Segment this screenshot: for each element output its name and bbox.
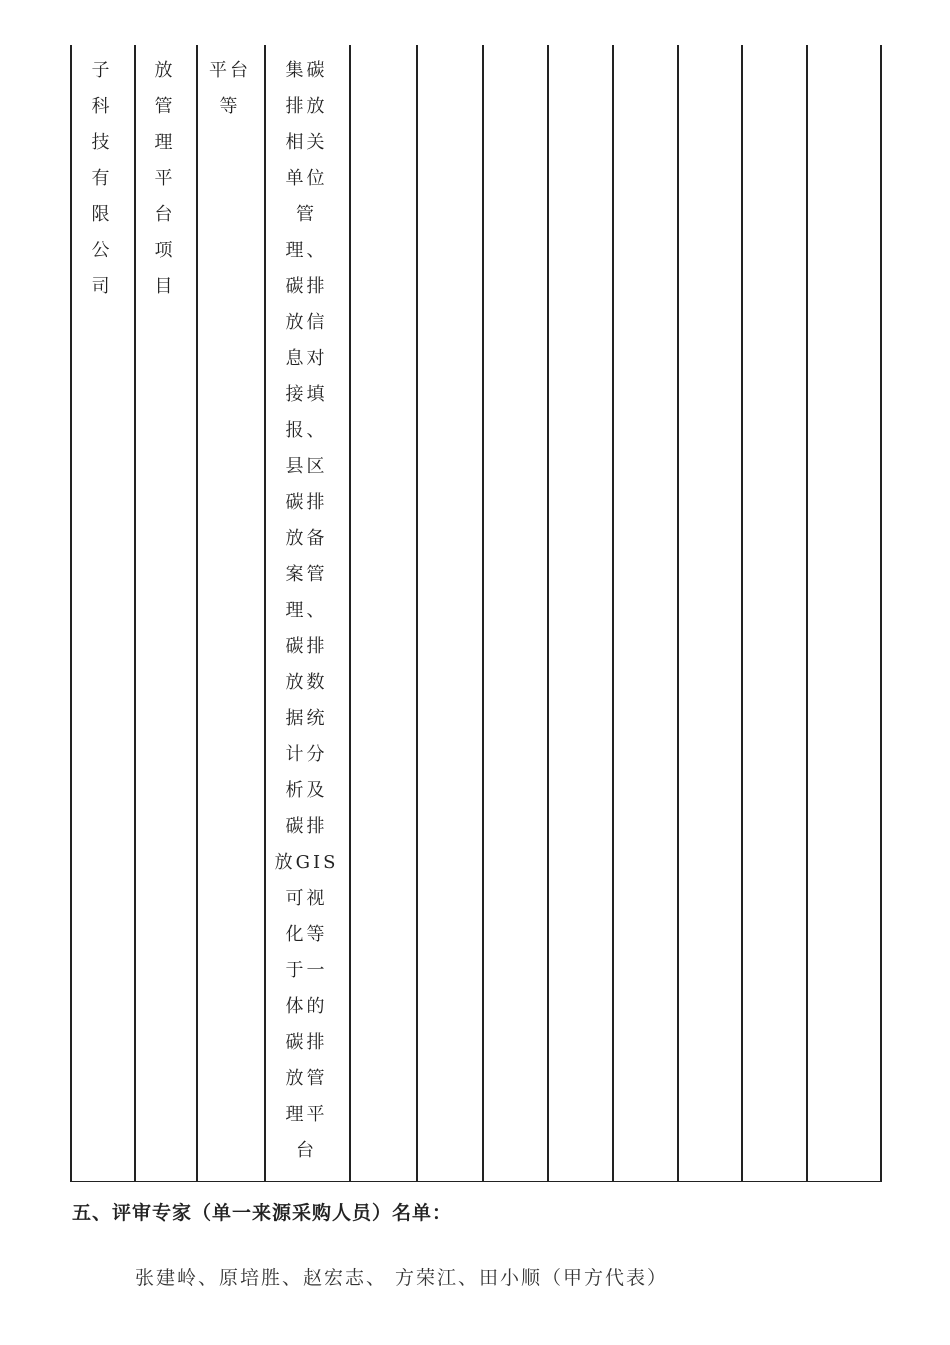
table-border-right [880,45,882,1182]
cell-project-name: 放 管 理 平 台 项 目 [154,60,176,297]
table-border-bottom [70,1181,881,1183]
table-divider [196,45,198,1182]
section-5-heading: 五、评审专家（单一来源采购人员）名单： [72,1202,453,1224]
table-divider [612,45,614,1182]
data-table [70,45,881,1182]
expert-names: 张建岭、原培胜、赵宏志、 方荣江、田小顺（甲方代表） [135,1267,669,1289]
table-divider [416,45,418,1182]
table-divider [482,45,484,1182]
cell-supplier-name: 子 科 技 有 限 公 司 [91,60,113,297]
cell-project-content: 集碳 排放 相关 单位 管 理、 碳排 放信 息对 接填 报、 县区 碳排 放备 案管 理、 碳排 放数 据统 计分 析及 碳排 放GIS 可视 化等 于一 体的 碳排 放管 理平 台 [274,60,339,1161]
table-divider [547,45,549,1182]
table-divider [806,45,808,1182]
cell-project-type: 平台 等 [209,60,251,117]
table-divider [741,45,743,1182]
table-divider [677,45,679,1182]
table-divider [349,45,351,1182]
